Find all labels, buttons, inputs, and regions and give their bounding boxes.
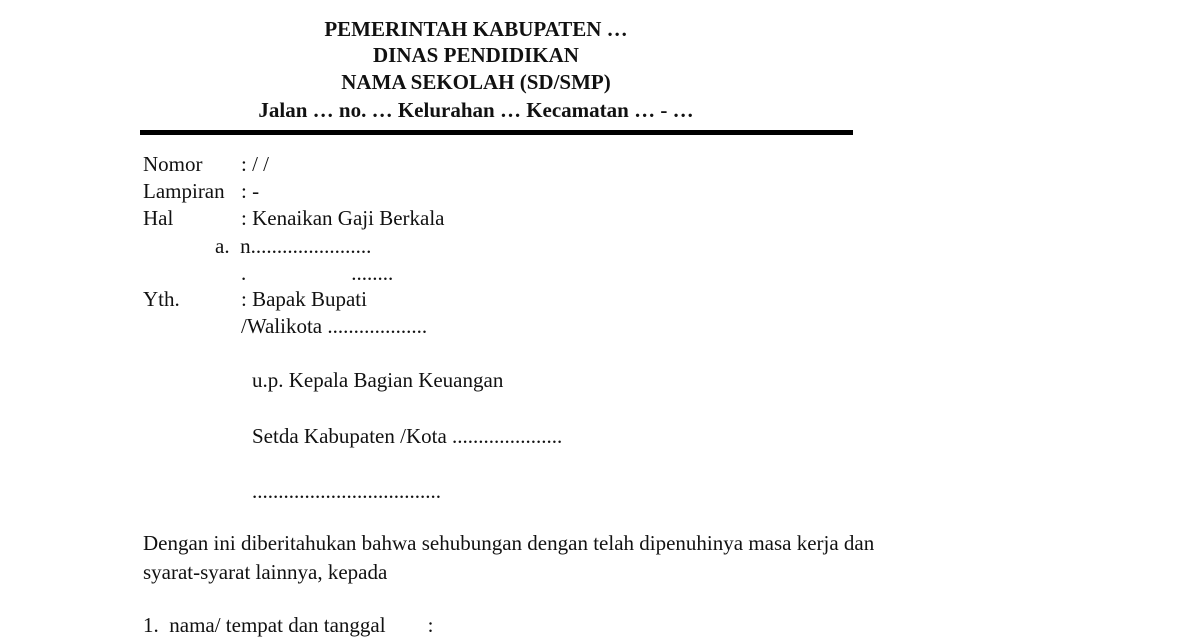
recipient-line-walikota: /Walikota ................... bbox=[241, 314, 428, 338]
hal-subitem-a: a. n....................... bbox=[215, 234, 372, 258]
nomor-label: Nomor bbox=[143, 152, 203, 176]
recipient-attention: u.p. Kepala Bagian Keuangan bbox=[252, 368, 504, 392]
list-item-1: 1. nama/ tempat dan tanggal : bbox=[143, 613, 434, 637]
recipient-address-dots: .................................... bbox=[252, 479, 441, 503]
body-paragraph-line-2: syarat-syarat lainnya, kepada bbox=[143, 560, 388, 584]
lampiran-label: Lampiran bbox=[143, 179, 225, 203]
hal-value: : Kenaikan Gaji Berkala bbox=[241, 206, 445, 230]
body-paragraph-line-1: Dengan ini diberitahukan bahwa sehubungan dengan telah dipenuhinya masa kerja dan bbox=[143, 531, 875, 555]
yth-label: Yth. bbox=[143, 287, 180, 311]
hal-label: Hal bbox=[143, 206, 174, 230]
letterhead-department: DINAS PENDIDIKAN bbox=[373, 43, 579, 67]
lampiran-value: : - bbox=[241, 179, 260, 203]
letterhead-government: PEMERINTAH KABUPATEN … bbox=[324, 17, 628, 41]
letterhead-school-name: NAMA SEKOLAH (SD/SMP) bbox=[341, 70, 611, 94]
recipient-setda: Setda Kabupaten /Kota ..................... bbox=[252, 424, 563, 448]
nomor-value: : / / bbox=[241, 152, 270, 176]
hal-subitem-dots: . ........ bbox=[241, 261, 394, 285]
recipient-line-bupati: : Bapak Bupati bbox=[241, 287, 367, 311]
letterhead-address: Jalan … no. … Kelurahan … Kecamatan … - … bbox=[258, 98, 694, 122]
letterhead-divider bbox=[140, 130, 853, 135]
